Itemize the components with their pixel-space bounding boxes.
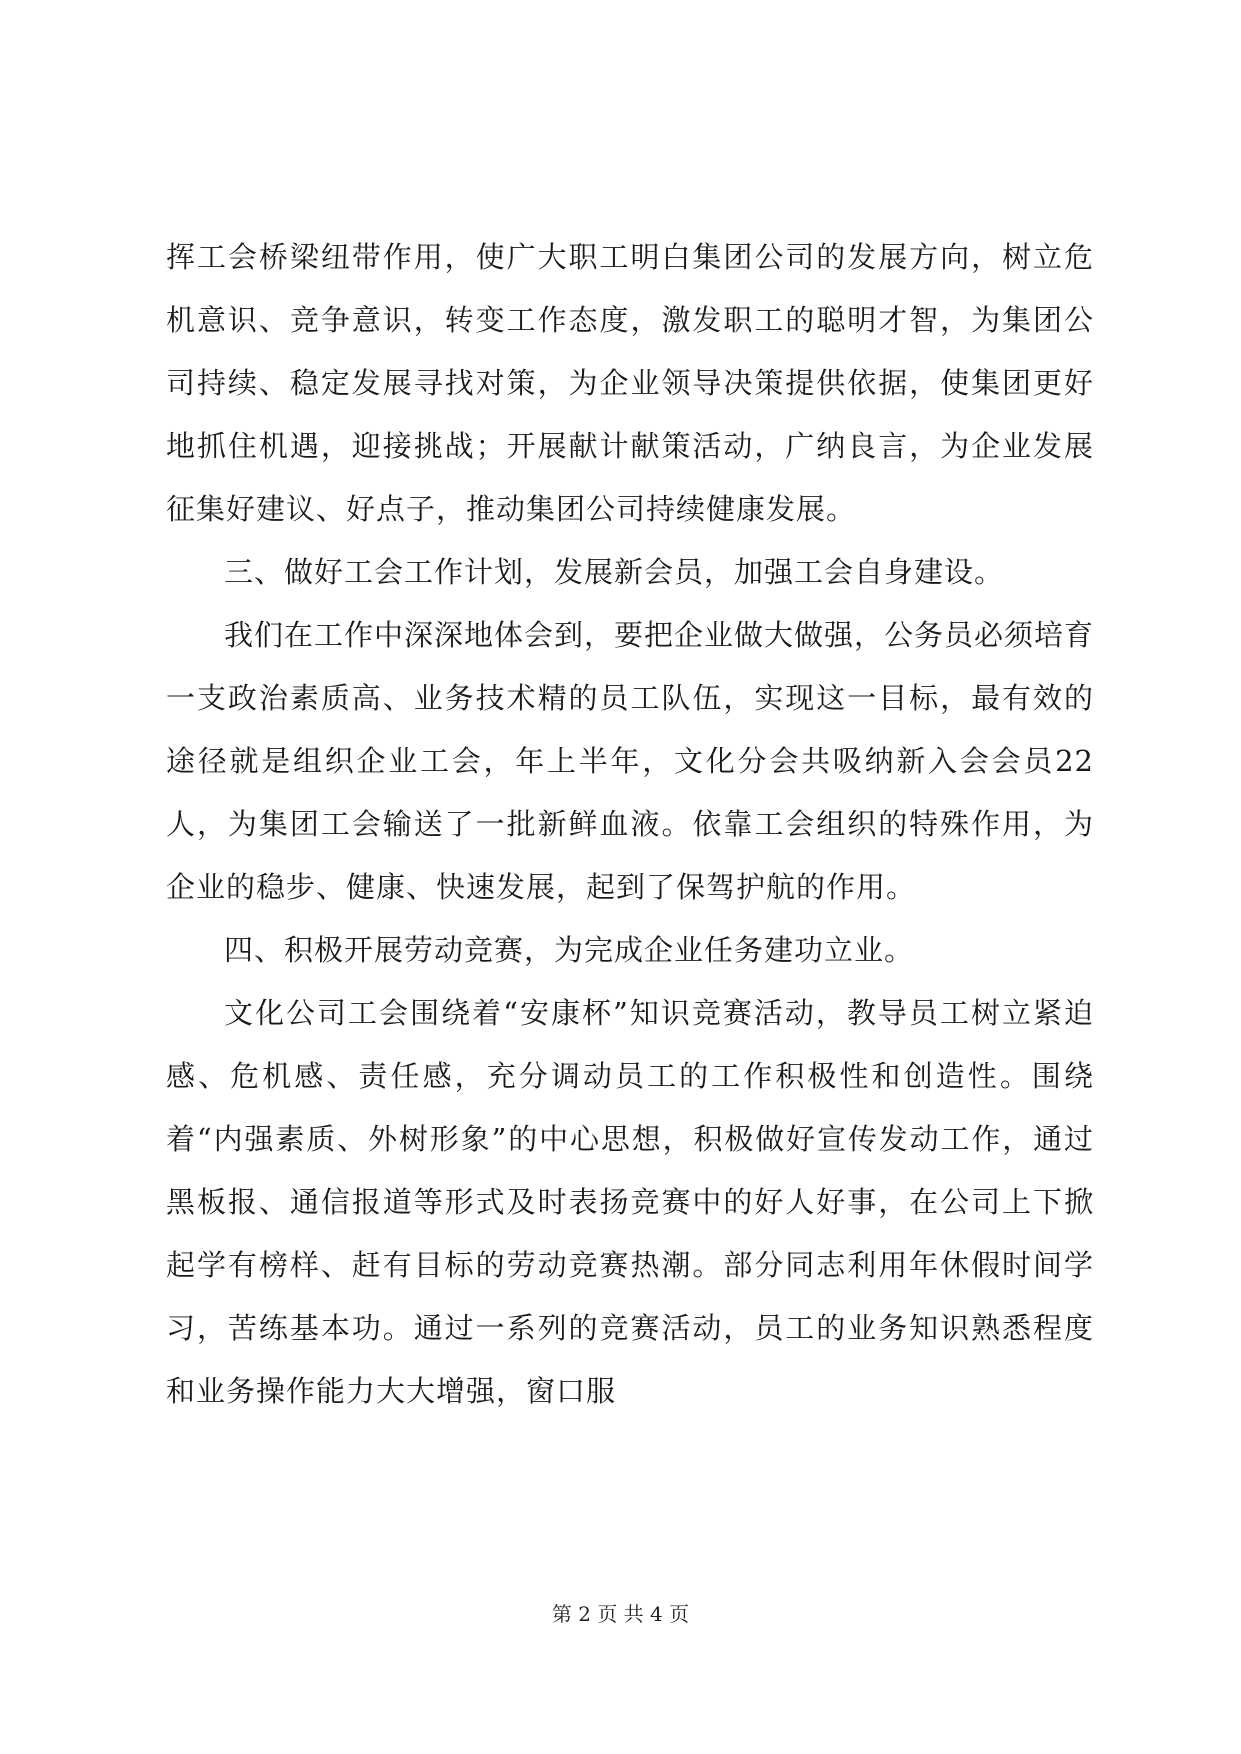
document-body	[166, 226, 1094, 1423]
section-heading-4: 四、积极开展劳动竞赛，为完成企业任务建功立业。	[224, 933, 915, 967]
page-number-label: 第 2 页 共 4 页	[551, 1602, 690, 1626]
page-footer	[0, 1600, 1241, 1628]
paragraph-membership: 我们在工作中深深地体会到，要把企业做大做强，公务员必须培育一支政治素质高、业务技术精的员工队伍，实现这一目标，最有效的途径就是组织企业工会，年上半年，文化分会共吸纳新入会会员22人，为集团工会输送了一批新鲜血液。依靠工会组织的特殊作用，为企业的稳步、健康、快速发展，起到了保驾护航的作用。	[166, 618, 1095, 904]
paragraph-continuation: 挥工会桥梁纽带作用，使广大职工明白集团公司的发展方向，树立危机意识、竞争意识，转变工作态度，激发职工的聪明才智，为集团公司持续、稳定发展寻找对策，为企业领导决策提供依据，使集团更好地抓住机遇，迎接挑战；开展献计献策活动，广纳良言，为企业发展征集好建议、好点子，推动集团公司持续健康发展。	[166, 240, 1094, 526]
section-heading-3: 三、做好工会工作计划，发展新会员，加强工会自身建设。	[224, 555, 1005, 589]
paragraph-labor-competition: 文化公司工会围绕着“安康杯”知识竞赛活动，教导员工树立紧迫感、危机感、责任感，充分调动员工的工作积极性和创造性。围绕着“内强素质、外树形象”的中心思想，积极做好宣传发动工作，通过黑板报、通信报道等形式及时表扬竞赛中的好人好事，在公司上下掀起学有榜样、赶有目标的劳动竞赛热潮。部分同志利用年休假时间学习，苦练基本功。通过一系列的竞赛活动，员工的业务知识熟悉程度和业务操作能力大大增强，窗口服	[166, 996, 1094, 1408]
